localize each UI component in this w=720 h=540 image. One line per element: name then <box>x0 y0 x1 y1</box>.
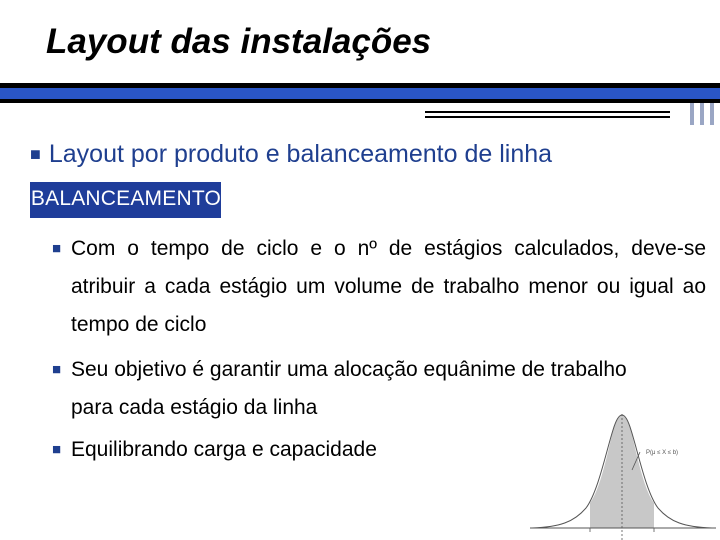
header-bar <box>0 83 720 103</box>
main-bullet <box>30 140 552 169</box>
square-bullet-icon: ■ <box>52 361 62 378</box>
probability-annotation: P(μ ≤ X ≤ b) <box>646 450 679 456</box>
balanceamento-tag-label: BALANCEAMENTO <box>30 187 221 210</box>
sub-bullet <box>52 230 706 344</box>
square-bullet-icon: ■ <box>52 240 62 257</box>
square-bullet-icon: ■ <box>30 144 41 164</box>
slide-title: Layout das instalações <box>46 22 432 61</box>
sub-bullet-text: Equilibrando carga e capacidade <box>71 438 377 461</box>
sub-bullet-text: Seu objetivo é garantir uma alocação equânime de trabalho para cada estágio da linha <box>71 358 627 419</box>
main-bullet-text: Layout por produto e balanceamento de linha <box>48 140 553 168</box>
square-bullet-icon: ■ <box>52 441 62 458</box>
sub-bullet-text: Com o tempo de ciclo e o nº de estágios calculados, deve-se atribuir a cada estágio um volume de trabalho menor ou igual ao tempo de ciclo <box>71 237 706 336</box>
balanceamento-tag <box>30 182 221 218</box>
sub-bullet <box>52 431 492 469</box>
normal-distribution-figure <box>510 412 720 540</box>
header-bar-accent <box>420 103 720 127</box>
